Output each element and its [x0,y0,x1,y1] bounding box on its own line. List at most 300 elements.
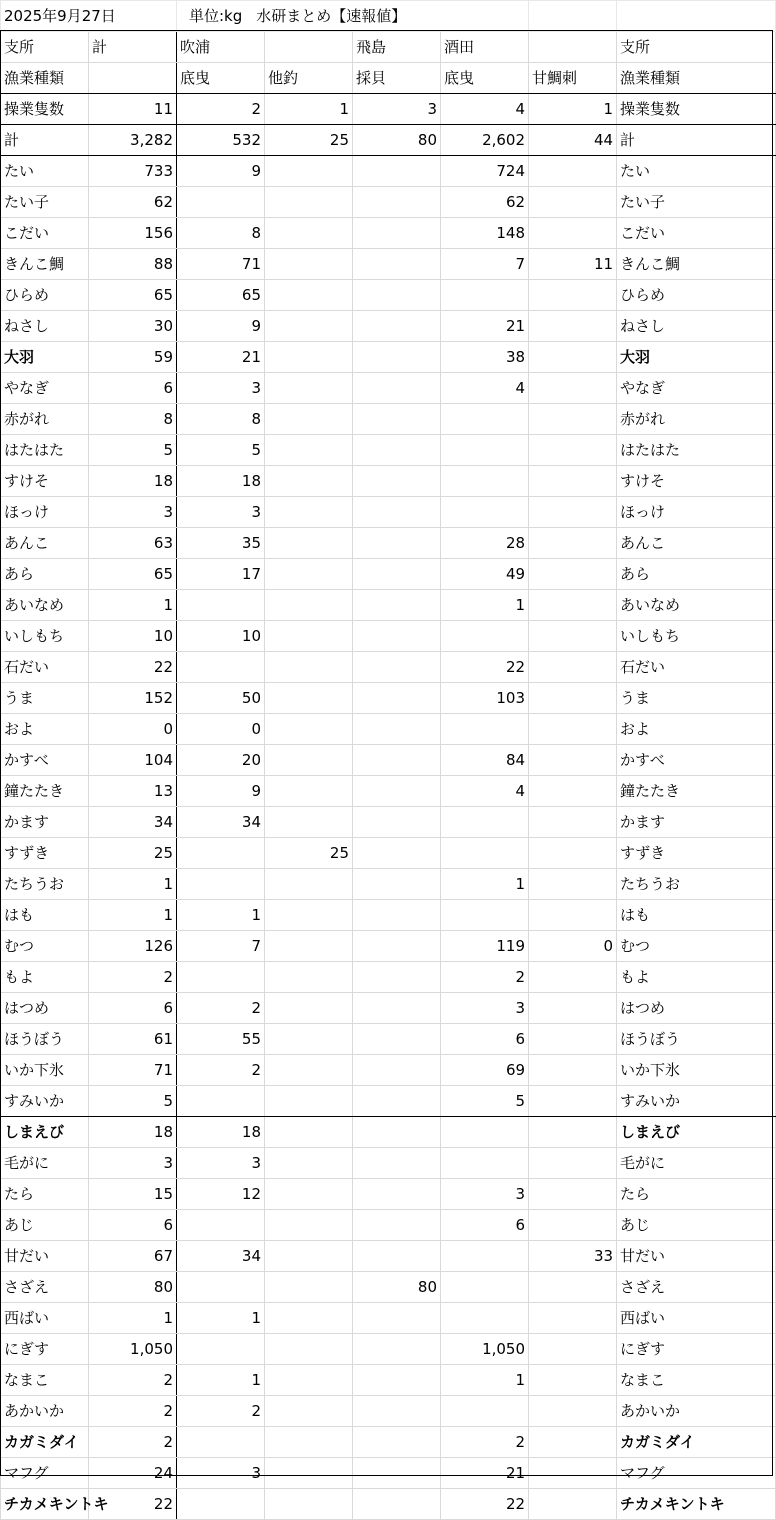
cell-branch: ほうぼう [1,1024,89,1055]
cell-branch: カガミダイ [1,1427,89,1458]
cell-total: 2 [89,962,177,993]
cell-tobishima-shell [353,621,441,652]
cell-sakata-trawl: 1,050 [441,1334,529,1365]
cell-branch: ほっけ [1,497,89,528]
cell-fukura-trawl [177,838,265,869]
cell-branch: あら [1,559,89,590]
cell-fukura-other-line [265,1272,353,1303]
cell-amadai-gillnet [529,745,617,776]
cell-amadai-gillnet [529,435,617,466]
table-row [1,311,776,342]
cell-sakata-trawl [441,280,529,311]
cell-fukura-trawl: 71 [177,249,265,280]
table-row [1,1489,776,1520]
cell-tobishima-shell [353,1055,441,1086]
table-row [1,1210,776,1241]
cell-branch: すみいか [1,1086,89,1117]
table-row [1,1334,776,1365]
cell-total: 0 [89,714,177,745]
cell-sakata-trawl: 6 [441,1210,529,1241]
cell-fukura-trawl [177,1086,265,1117]
cell-branch-repeat: 計 [617,125,776,156]
cell-tobishima-shell [353,590,441,621]
cell-fukura-trawl: 2 [177,94,265,125]
cell-tobishima-shell [353,187,441,218]
cell-amadai-gillnet [529,776,617,807]
cell-sakata-trawl: 4 [441,373,529,404]
cell-fukura-other-line [265,807,353,838]
cell-fukura-trawl: 3 [177,1458,265,1489]
cell-fukura-trawl: 0 [177,714,265,745]
cell-amadai-gillnet [529,156,617,187]
cell-branch-repeat: にぎす [617,1334,776,1365]
cell-branch-repeat: およ [617,714,776,745]
cell-fukura-other-line [265,342,353,373]
cell-total: 59 [89,342,177,373]
cell-sakata-trawl: 1 [441,869,529,900]
cell-total: 25 [89,838,177,869]
cell-total: 3 [89,1148,177,1179]
table-row [1,218,776,249]
cell-total: 63 [89,528,177,559]
cell-fukura-other-line [265,1334,353,1365]
cell-branch-repeat: はつめ [617,993,776,1024]
cell-tobishima-shell [353,373,441,404]
cell-tobishima-shell [353,528,441,559]
cell-fukura-trawl: 7 [177,931,265,962]
cell-branch-repeat: いしもち [617,621,776,652]
cell-branch-repeat: さざえ [617,1272,776,1303]
cell-amadai-gillnet [529,559,617,590]
table-row [1,249,776,280]
cell-amadai-gillnet: 33 [529,1241,617,1272]
cell-total: 1 [89,869,177,900]
cell-total: 62 [89,187,177,218]
cell-branch: 赤がれ [1,404,89,435]
cell-branch: にぎす [1,1334,89,1365]
cell-total: 2 [89,1427,177,1458]
cell-branch: かます [1,807,89,838]
cell-sakata-trawl: 4 [441,94,529,125]
cell-fukura-other-line [265,218,353,249]
cell-sakata-trawl: 底曳 [441,63,529,94]
cell-branch-repeat: こだい [617,218,776,249]
cell-total: 1,050 [89,1334,177,1365]
cell-fukura-other-line [265,373,353,404]
cell-amadai-gillnet [529,1148,617,1179]
cell-total: 67 [89,1241,177,1272]
cell-fukura-trawl: 20 [177,745,265,776]
cell-branch: たい [1,156,89,187]
table-row [1,590,776,621]
cell-amadai-gillnet [529,311,617,342]
cell-amadai-gillnet [529,373,617,404]
cell-fukura-trawl: 1 [177,1303,265,1334]
cell-sakata-trawl: 69 [441,1055,529,1086]
cell-branch-repeat: すみいか [617,1086,776,1117]
cell-branch: たら [1,1179,89,1210]
cell-fukura-trawl: 17 [177,559,265,590]
cell-fukura-other-line [265,497,353,528]
table-row [1,652,776,683]
cell-branch: むつ [1,931,89,962]
table-row [1,1179,776,1210]
cell-branch-repeat: 操業隻数 [617,94,776,125]
cell-sakata-trawl [441,1396,529,1427]
cell-branch: ひらめ [1,280,89,311]
cell-total: 1 [89,590,177,621]
cell-tobishima-shell [353,714,441,745]
cell-branch: もよ [1,962,89,993]
cell-fukura-trawl: 5 [177,435,265,466]
cell-branch-repeat: 毛がに [617,1148,776,1179]
cell-total: 65 [89,280,177,311]
cell-total: 18 [89,466,177,497]
cell-sakata-trawl [441,435,529,466]
cell-branch: あかいか [1,1396,89,1427]
cell-branch-repeat: 支所 [617,32,776,63]
cell-tobishima-shell [353,931,441,962]
cell-amadai-gillnet: 甘鯛刺 [529,63,617,94]
cell-amadai-gillnet [529,1272,617,1303]
table-row [1,714,776,745]
cell-tobishima-shell [353,1086,441,1117]
cell-branch: チカメキントキ [1,1489,89,1520]
cell-tobishima-shell [353,249,441,280]
cell-fukura-other-line [265,1427,353,1458]
table-row [1,993,776,1024]
cell-fukura-trawl: 8 [177,404,265,435]
cell-branch: 西ばい [1,1303,89,1334]
cell-fukura-trawl [177,869,265,900]
cell-amadai-gillnet: 1 [529,94,617,125]
cell-total [89,63,177,94]
cell-amadai-gillnet [529,993,617,1024]
table-row [1,683,776,714]
table-row [1,497,776,528]
cell-fukura-trawl: 12 [177,1179,265,1210]
cell-tobishima-shell [353,1179,441,1210]
cell-total: 13 [89,776,177,807]
table-row [1,559,776,590]
cell-tobishima-shell [353,993,441,1024]
cell-branch: はたはた [1,435,89,466]
cell-sakata-trawl [441,497,529,528]
table-row [1,1396,776,1427]
table-row [1,1117,776,1148]
table-row [1,1241,776,1272]
cell-branch: あんこ [1,528,89,559]
cell-sakata-trawl [441,838,529,869]
cell-total: 1 [89,900,177,931]
cell-fukura-other-line [265,559,353,590]
cell-branch-repeat: たい子 [617,187,776,218]
cell-branch-repeat: はたはた [617,435,776,466]
cell-branch-repeat: かます [617,807,776,838]
cell-fukura-trawl: 18 [177,1117,265,1148]
cell-tobishima-shell [353,683,441,714]
table-row [1,342,776,373]
cell-amadai-gillnet [529,497,617,528]
cell-tobishima-shell [353,311,441,342]
cell-tobishima-shell [353,1458,441,1489]
cell-sakata-trawl [441,714,529,745]
cell-sakata-trawl: 7 [441,249,529,280]
cell-amadai-gillnet [529,528,617,559]
header-row-fishery-type [1,63,776,94]
table-row [1,280,776,311]
cell-sakata-trawl: 4 [441,776,529,807]
table-row [1,373,776,404]
cell-fukura-other-line [265,962,353,993]
cell-fukura-other-line [265,776,353,807]
table-row [1,838,776,869]
cell-sakata-trawl: 21 [441,1458,529,1489]
cell-sakata-trawl: 28 [441,528,529,559]
cell-tobishima-shell [353,745,441,776]
cell-tobishima-shell [353,1303,441,1334]
cell-total: 61 [89,1024,177,1055]
cell-sakata-trawl [441,1117,529,1148]
cell-sakata-trawl: 148 [441,218,529,249]
cell-fukura-trawl: 底曳 [177,63,265,94]
cell-amadai-gillnet [529,1024,617,1055]
cell-branch-repeat: もよ [617,962,776,993]
cell-fukura-other-line [265,187,353,218]
cell-sakata-trawl: 1 [441,1365,529,1396]
cell-fukura-trawl: 2 [177,1396,265,1427]
cell-branch: うま [1,683,89,714]
cell-sakata-trawl [441,404,529,435]
cell-fukura-trawl: 50 [177,683,265,714]
cell-fukura-other-line [265,1086,353,1117]
cell-total: 3 [89,497,177,528]
cell-tobishima-shell: 採貝 [353,63,441,94]
cell-fukura-other-line: 25 [265,838,353,869]
cell-tobishima-shell [353,1148,441,1179]
cell-sakata-trawl: 103 [441,683,529,714]
total-row [1,125,776,156]
cell-branch: あいなめ [1,590,89,621]
cell-branch: およ [1,714,89,745]
cell-total: 34 [89,807,177,838]
cell-branch: 漁業種類 [1,63,89,94]
cell-total: 88 [89,249,177,280]
cell-total: 6 [89,993,177,1024]
cell-fukura-other-line [265,1458,353,1489]
cell-branch-repeat: かすべ [617,745,776,776]
cell-sakata-trawl [441,1303,529,1334]
cell-fukura-trawl: 34 [177,1241,265,1272]
cell-branch: あじ [1,1210,89,1241]
cell-branch-repeat: すけそ [617,466,776,497]
cell-amadai-gillnet [529,1334,617,1365]
cell-branch: すけそ [1,466,89,497]
table-body [1,1,776,1520]
cell-sakata-trawl: 62 [441,187,529,218]
cell-fukura-other-line [265,1210,353,1241]
cell-fukura-trawl: 18 [177,466,265,497]
cell-branch-repeat: やなぎ [617,373,776,404]
cell-tobishima-shell [353,1241,441,1272]
cell-amadai-gillnet [529,280,617,311]
cell-branch-repeat: あんこ [617,528,776,559]
report-caption [177,1,529,32]
cell-tobishima-shell [353,1334,441,1365]
cell-sakata-trawl: 119 [441,931,529,962]
cell-tobishima-shell [353,497,441,528]
cell-branch-repeat: チカメキントキ [617,1489,776,1520]
cell-total: 計 [89,32,177,63]
cell-tobishima-shell [353,1117,441,1148]
table-row [1,1086,776,1117]
cell-fukura-trawl: 吹浦 [177,32,265,63]
cell-sakata-trawl [441,1241,529,1272]
cell-total: 6 [89,1210,177,1241]
cell-fukura-other-line [265,32,353,63]
cell-amadai-gillnet: 11 [529,249,617,280]
cell-amadai-gillnet [529,466,617,497]
table-row [1,621,776,652]
cell-amadai-gillnet [529,1489,617,1520]
cell-total: 3,282 [89,125,177,156]
cell-branch-repeat: ひらめ [617,280,776,311]
cell-sakata-trawl [441,466,529,497]
cell-fukura-trawl [177,187,265,218]
cell-fukura-other-line [265,311,353,342]
cell-tobishima-shell [353,900,441,931]
cell-fukura-trawl: 9 [177,311,265,342]
table-row [1,466,776,497]
cell-branch: 石だい [1,652,89,683]
empty-cell [529,1,617,32]
cell-branch-repeat: ねさし [617,311,776,342]
cell-sakata-trawl: 724 [441,156,529,187]
cell-amadai-gillnet [529,1365,617,1396]
table-row [1,528,776,559]
table-row [1,1303,776,1334]
cell-sakata-trawl: 21 [441,311,529,342]
cell-tobishima-shell [353,869,441,900]
cell-tobishima-shell [353,807,441,838]
cell-total: 80 [89,1272,177,1303]
cell-fukura-other-line [265,466,353,497]
cell-amadai-gillnet [529,900,617,931]
cell-tobishima-shell [353,342,441,373]
cell-branch: マフグ [1,1458,89,1489]
cell-branch: いしもち [1,621,89,652]
cell-sakata-trawl [441,807,529,838]
cell-fukura-other-line [265,1179,353,1210]
cell-fukura-trawl [177,1489,265,1520]
cell-amadai-gillnet [529,1303,617,1334]
cell-branch: かすべ [1,745,89,776]
report-date: 2025年9月27日 [1,1,177,32]
cell-branch-repeat: はも [617,900,776,931]
cell-amadai-gillnet: 0 [529,931,617,962]
cell-fukura-trawl: 9 [177,156,265,187]
cell-fukura-other-line [265,590,353,621]
cell-tobishima-shell [353,435,441,466]
table-row [1,900,776,931]
cell-tobishima-shell [353,652,441,683]
cell-branch-repeat: むつ [617,931,776,962]
header-row-branch [1,32,776,63]
cell-sakata-trawl: 5 [441,1086,529,1117]
cell-branch-repeat: 漁業種類 [617,63,776,94]
cell-amadai-gillnet [529,1055,617,1086]
cell-total: 65 [89,559,177,590]
cell-sakata-trawl: 6 [441,1024,529,1055]
cell-amadai-gillnet [529,1427,617,1458]
cell-fukura-trawl: 2 [177,993,265,1024]
table-row [1,807,776,838]
cell-amadai-gillnet [529,1179,617,1210]
cell-fukura-trawl: 1 [177,1365,265,1396]
cell-fukura-other-line [265,745,353,776]
cell-tobishima-shell [353,1427,441,1458]
cell-branch-repeat: 大羽 [617,342,776,373]
cell-total: 18 [89,1117,177,1148]
table-row [1,931,776,962]
cell-branch: 鐘たたき [1,776,89,807]
cell-total: 156 [89,218,177,249]
cell-fukura-other-line: 他釣 [265,63,353,94]
cell-total: 5 [89,1086,177,1117]
cell-tobishima-shell [353,156,441,187]
cell-branch: はも [1,900,89,931]
cell-total: 5 [89,435,177,466]
cell-tobishima-shell: 80 [353,1272,441,1303]
cell-amadai-gillnet [529,1117,617,1148]
cell-amadai-gillnet [529,1458,617,1489]
cell-fukura-other-line [265,993,353,1024]
cell-fukura-other-line [265,1489,353,1520]
cell-branch-repeat: なまこ [617,1365,776,1396]
cell-sakata-trawl: 2,602 [441,125,529,156]
table-row [1,1272,776,1303]
cell-total: 6 [89,373,177,404]
cell-branch-repeat: 甘だい [617,1241,776,1272]
cell-fukura-trawl: 34 [177,807,265,838]
cell-fukura-trawl: 2 [177,1055,265,1086]
cell-sakata-trawl: 2 [441,1427,529,1458]
table-row [1,1024,776,1055]
cell-amadai-gillnet [529,187,617,218]
cell-branch-repeat: いか下氷 [617,1055,776,1086]
cell-branch-repeat: たい [617,156,776,187]
table-row [1,435,776,466]
cell-fukura-trawl: 55 [177,1024,265,1055]
cell-fukura-other-line [265,280,353,311]
unit-label: 単位:kg [189,7,243,25]
cell-sakata-trawl: 1 [441,590,529,621]
cell-branch: 大羽 [1,342,89,373]
cell-amadai-gillnet [529,218,617,249]
table-row [1,1055,776,1086]
cell-branch-repeat: あいなめ [617,590,776,621]
cell-sakata-trawl: 2 [441,962,529,993]
cell-sakata-trawl [441,1148,529,1179]
cell-sakata-trawl: 22 [441,1489,529,1520]
table-row [1,404,776,435]
cell-tobishima-shell [353,466,441,497]
cell-fukura-other-line: 25 [265,125,353,156]
cell-amadai-gillnet [529,807,617,838]
cell-branch-repeat: 石だい [617,652,776,683]
cell-branch-repeat: ほうぼう [617,1024,776,1055]
cell-total: 10 [89,621,177,652]
